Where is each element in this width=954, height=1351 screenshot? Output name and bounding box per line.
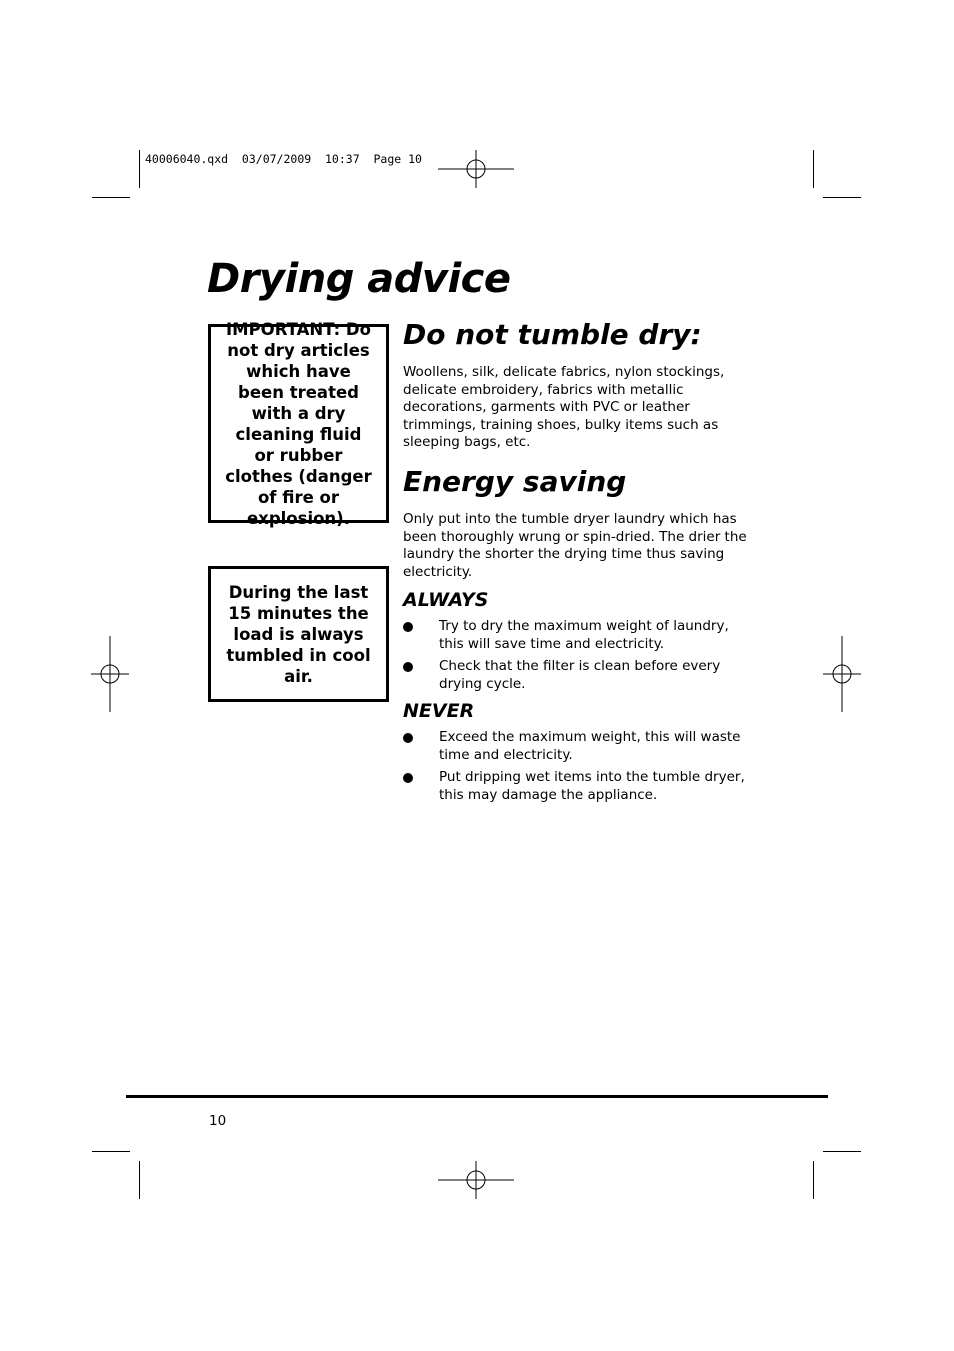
registration-mark-icon — [804, 636, 880, 712]
bullet-icon — [403, 773, 413, 783]
do-not-tumble-heading: Do not tumble dry: — [403, 318, 702, 351]
bullet-icon — [403, 733, 413, 743]
page-number: 10 — [209, 1113, 227, 1129]
cool-air-note-box — [208, 566, 389, 702]
never-heading: NEVER — [403, 700, 475, 722]
list-item — [403, 618, 748, 653]
registration-mark-icon — [438, 131, 514, 207]
list-item — [403, 729, 748, 764]
always-heading: ALWAYS — [403, 589, 489, 611]
page-title: Drying advice — [207, 256, 511, 302]
list-item-text: Try to dry the maximum weight of laundry, this will save time and electricity. — [439, 618, 729, 652]
bullet-icon — [403, 622, 413, 632]
footer-rule — [126, 1095, 828, 1098]
cool-air-note-text: During the last 15 minutes the load is always tumbled in cool air. — [226, 582, 371, 686]
print-slug: 40006040.qxd 03/07/2009 10:37 Page 10 — [145, 152, 422, 166]
energy-saving-text: Only put into the tumble dryer laundry which has been thoroughly wrung or spin-dried. The drier the laundry the shorter the drying time thus saving electricity. — [403, 511, 747, 580]
important-warning-text: IMPORTANT: Do not dry articles which have been treated with a dry cleaning fluid or rubber clothes (danger of fire or explosion). — [225, 319, 372, 528]
list-item-text: Check that the filter is clean before every drying cycle. — [439, 658, 721, 692]
important-warning-box — [208, 319, 389, 528]
do-not-tumble-text: Woollens, silk, delicate fabrics, nylon stockings, delicate embroidery, fabrics with metallic decorations, garments with PVC or leather trimmings, training shoes, bulky items such as sleeping bags, etc. — [403, 364, 725, 451]
registration-mark-icon — [72, 636, 148, 712]
registration-mark-icon — [438, 1142, 514, 1218]
list-item-text: Put dripping wet items into the tumble dryer, this may damage the appliance. — [439, 769, 745, 803]
bullet-icon — [403, 662, 413, 672]
list-item — [403, 769, 748, 804]
list-item — [403, 658, 748, 693]
energy-saving-heading: Energy saving — [403, 465, 627, 498]
list-item-text: Exceed the maximum weight, this will waste time and electricity. — [439, 729, 741, 763]
